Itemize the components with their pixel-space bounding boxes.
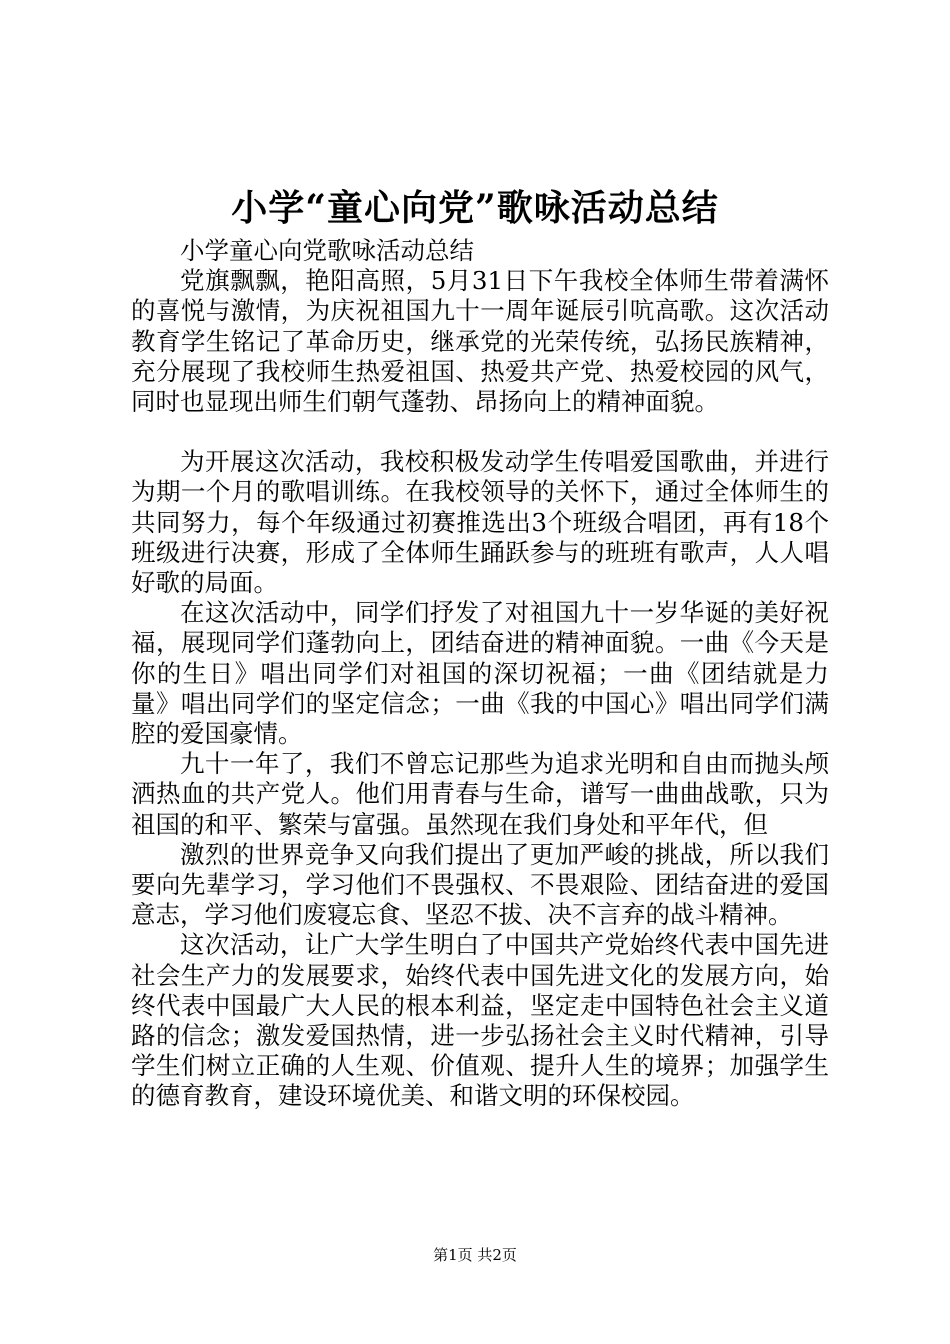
body-paragraph: 在这次活动中，同学们抒发了对祖国九十一岁华诞的美好祝福，展现同学们蓬勃向上，团结奋进的精神面貌。一曲《今天是你的生日》唱出同学们对祖国的深切祝福；一曲《团结就是力量》唱出同学们的坚定信念；一曲《我的中国心》唱出同学们满腔的爱国豪情。 [131, 598, 829, 749]
body-paragraph: 这次活动，让广大学生明白了中国共产党始终代表中国先进社会生产力的发展要求，始终代表中国先进文化的发展方向，始终代表中国最广大人民的根本利益，坚定走中国特色社会主义道路的信念；激发爱国热情，进一步弘扬社会主义时代精神，引导学生们树立正确的人生观、价值观、提升人生的境界；加强学生的德育教育，建设环境优美、和谐文明的环保校园。 [131, 930, 829, 1111]
page-footer: 第1页 共2页 [433, 1246, 517, 1264]
body-paragraph: 小学童心向党歌咏活动总结 [180, 236, 474, 265]
body-paragraph: 九十一年了，我们不曾忘记那些为追求光明和自由而抛头颅洒热血的共产党人。他们用青春与生命，谱写一曲曲战歌，只为祖国的和平、繁荣与富强。虽然现在我们身处和平年代，但 [131, 749, 829, 839]
body-paragraph: 激烈的世界竞争又向我们提出了更加严峻的挑战，所以我们要向先辈学习，学习他们不畏强权、不畏艰险、团结奋进的爱国意志，学习他们废寝忘食、坚忍不拔、决不言弃的战斗精神。 [131, 839, 829, 930]
document-body [131, 236, 829, 1112]
body-paragraph: 党旗飘飘，艳阳高照，5月31日下午我校全体师生带着满怀的喜悦与激情，为庆祝祖国九十一周年诞辰引吭高歌。这次活动教育学生铭记了革命历史，继承党的光荣传统，弘扬民族精神，充分展现了我校师生热爱祖国、热爱共产党、热爱校园的风气，同时也显现出师生们朝气蓬勃、昂扬向上的精神面貌。 [131, 266, 829, 417]
document-title: 小学“童心向党”歌咏活动总结 [231, 187, 719, 229]
body-paragraph: 为开展这次活动，我校积极发动学生传唱爱国歌曲，并进行为期一个月的歌唱训练。在我校领导的关怀下，通过全体师生的共同努力，每个年级通过初赛推选出3个班级合唱团，再有18个班级进行决赛，形成了全体师生踊跃参与的班班有歌声，人人唱好歌的局面。 [131, 447, 829, 598]
